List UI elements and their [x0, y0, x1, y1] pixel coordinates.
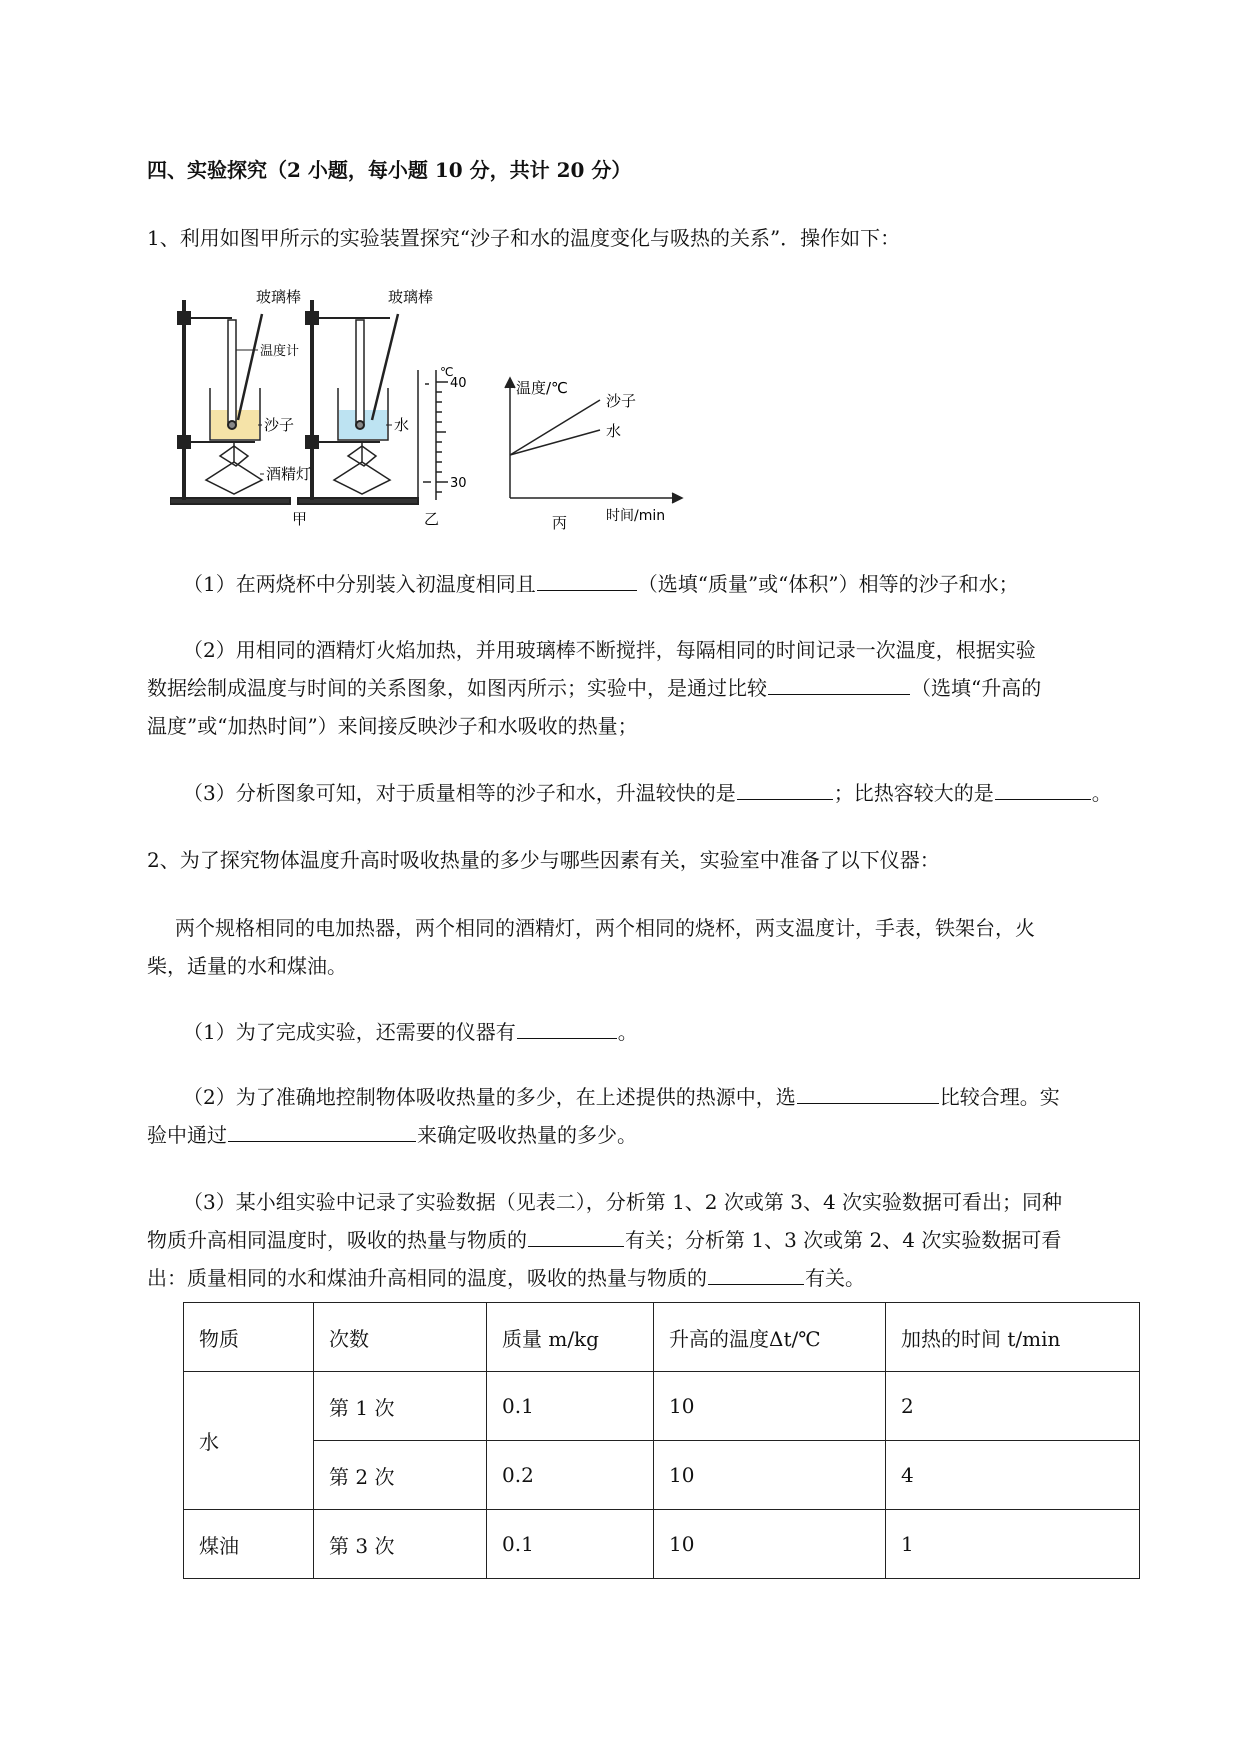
- graph-ylabel: 温度/℃: [516, 379, 568, 397]
- q2-part3-line2: [147, 1226, 1061, 1254]
- q2-list-line1: 两个规格相同的电加热器，两个相同的酒精灯，两个相同的烧杯，两支温度计，手表，铁架台，火: [175, 916, 1035, 940]
- q1-answer-blank-3[interactable]: [737, 779, 833, 800]
- q2-part3-line3: [147, 1264, 865, 1292]
- q1-part2-text-b: （选填“升高的: [911, 676, 1042, 700]
- q2-part1-text-b: 。: [617, 1020, 638, 1044]
- table-row: [184, 1510, 1140, 1579]
- thermo-40: 40: [450, 376, 467, 391]
- q1-part2-line3: 温度”或“加热时间”）来间接反映沙子和水吸收的热量；: [147, 714, 638, 738]
- q2-part2-text-d: 来确定吸收热量的多少。: [417, 1123, 637, 1147]
- q1-part2-line2: [147, 674, 1041, 702]
- apparatus-water: [298, 300, 418, 504]
- q1-figure: [170, 280, 750, 540]
- q2-part3-text-c: 出：质量相同的水和煤油升高相同的温度，吸收的热量与物质的: [147, 1266, 707, 1290]
- q1-part3-text-a: （3）分析图象可知，对于质量相等的沙子和水，升温较快的是: [183, 781, 736, 805]
- table-header-cell: 升高的温度Δt/℃: [654, 1303, 886, 1372]
- table-cell: 第 1 次: [314, 1372, 487, 1441]
- q1-part1: [183, 570, 1019, 598]
- table-cell-substance-water: 水: [184, 1372, 314, 1510]
- q2-answer-blank-1[interactable]: [517, 1018, 617, 1039]
- q1-part1-text-b: （选填“质量”或“体积”）相等的沙子和水；: [637, 572, 1019, 596]
- q2-part2-text-a: （2）为了准确地控制物体吸收热量的多少，在上述提供的热源中，选: [183, 1085, 796, 1109]
- label-glass-rod-1: 玻璃棒: [256, 288, 302, 306]
- label-jia: 甲: [292, 510, 308, 528]
- q2-part3-text-a: 物质升高相同温度时，吸收的热量与物质的: [147, 1228, 527, 1252]
- q2-part2-line1: [183, 1083, 1060, 1111]
- q2-answer-blank-2[interactable]: [797, 1083, 939, 1104]
- q1-part3-text-c: 。: [1091, 781, 1112, 805]
- table-cell: 第 2 次: [314, 1441, 487, 1510]
- q2-part3-text-b: 有关；分析第 1、3 次或第 2、4 次实验数据可看: [625, 1228, 1062, 1252]
- label-sand: 沙子: [264, 416, 295, 434]
- table-cell: 10: [654, 1510, 886, 1579]
- q1-answer-blank-2[interactable]: [768, 674, 910, 695]
- table-cell: 0.1: [487, 1372, 654, 1441]
- q2-answer-blank-4[interactable]: [528, 1226, 624, 1247]
- table-cell: 4: [886, 1441, 1140, 1510]
- label-water: 水: [394, 416, 410, 434]
- label-yi: 乙: [424, 510, 440, 528]
- table-cell: 2: [886, 1372, 1140, 1441]
- q2-answer-blank-3[interactable]: [228, 1121, 416, 1142]
- label-glass-rod-2: 玻璃棒: [388, 288, 434, 306]
- q1-answer-blank-1[interactable]: [537, 570, 637, 591]
- q2-part2-line2: [147, 1121, 637, 1149]
- table-cell-substance-oil: 煤油: [184, 1510, 314, 1579]
- q2-stem: 2、为了探究物体温度升高时吸收热量的多少与哪些因素有关，实验室中准备了以下仪器：: [147, 848, 940, 872]
- table-cell: 10: [654, 1441, 886, 1510]
- q2-part2-text-c: 验中通过: [147, 1123, 227, 1147]
- graph-xlabel: 时间/min: [606, 508, 666, 524]
- table-row: [184, 1441, 1140, 1510]
- thermometer-scale: [418, 370, 448, 500]
- table-header-cell: 次数: [314, 1303, 487, 1372]
- q2-part1: [183, 1018, 638, 1046]
- label-thermometer: 温度计: [260, 344, 300, 359]
- table-cell: 10: [654, 1372, 886, 1441]
- table-row: [184, 1372, 1140, 1441]
- q2-part1-text-a: （1）为了完成实验，还需要的仪器有: [183, 1020, 516, 1044]
- table-header-cell: 质量 m/kg: [487, 1303, 654, 1372]
- graph-line-water-label: 水: [606, 422, 622, 440]
- q1-part2-text-a: 数据绘制成温度与时间的关系图象，如图丙所示；实验中，是通过比较: [147, 676, 767, 700]
- table-cell: 第 3 次: [314, 1510, 487, 1579]
- table-cell: 0.1: [487, 1510, 654, 1579]
- q1-part3: [183, 779, 1112, 807]
- graph-lines: [510, 400, 600, 455]
- table-cell: 0.2: [487, 1441, 654, 1510]
- data-table: [183, 1302, 1140, 1579]
- section-title: 四、实验探究（2 小题，每小题 10 分，共计 20 分）: [147, 158, 632, 182]
- thermo-unit: ℃: [440, 365, 454, 379]
- table-header-cell: 物质: [184, 1303, 314, 1372]
- q2-part3-text-d: 有关。: [805, 1266, 865, 1290]
- q2-answer-blank-5[interactable]: [708, 1264, 804, 1285]
- q1-part2-line1: （2）用相同的酒精灯火焰加热，并用玻璃棒不断搅拌，每隔相同的时间记录一次温度，根据实验: [183, 638, 1036, 662]
- q1-answer-blank-4[interactable]: [995, 779, 1091, 800]
- thermo-30: 30: [450, 476, 467, 491]
- q2-list-line2: 柴，适量的水和煤油。: [147, 954, 347, 978]
- graph-line-sand-label: 沙子: [606, 392, 637, 410]
- q2-part3-line1: （3）某小组实验中记录了实验数据（见表二），分析第 1、2 次或第 3、4 次实验数据可看出；同种: [183, 1190, 1063, 1214]
- table-cell: 1: [886, 1510, 1140, 1579]
- q1-part1-text-a: （1）在两烧杯中分别装入初温度相同且: [183, 572, 536, 596]
- table-header-row: [184, 1303, 1140, 1372]
- table-header-cell: 加热的时间 t/min: [886, 1303, 1140, 1372]
- label-bing: 丙: [552, 514, 568, 532]
- q1-stem: 1、利用如图甲所示的实验装置探究“沙子和水的温度变化与吸热的关系”．操作如下：: [147, 226, 901, 250]
- q2-part2-text-b: 比较合理。实: [939, 1085, 1060, 1109]
- label-lamp: 酒精灯: [266, 465, 312, 483]
- q1-part3-text-b: ；比热容较大的是: [833, 781, 994, 805]
